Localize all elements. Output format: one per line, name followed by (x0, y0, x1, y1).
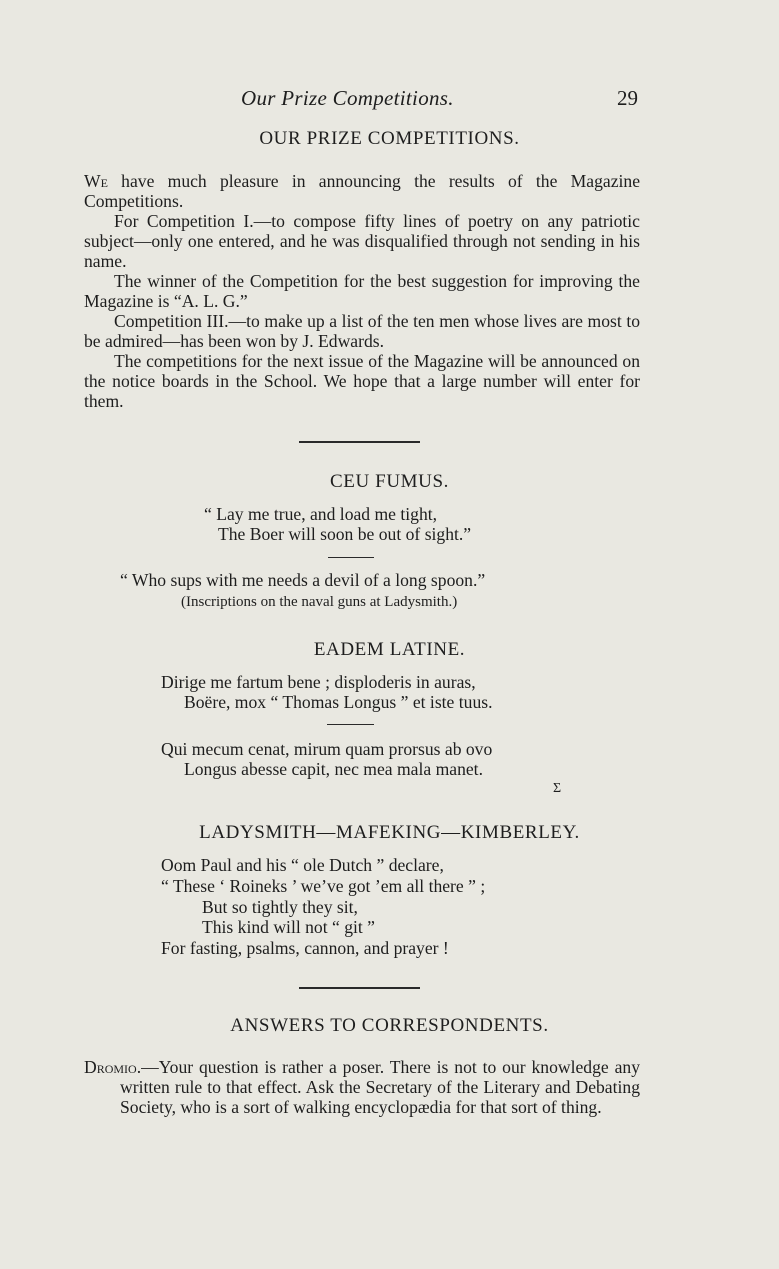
verse-line: For fasting, psalms, cannon, and prayer ! (161, 938, 449, 958)
ladysmith-heading: LADYSMITH—MAFEKING—KIMBERLEY. (199, 822, 580, 843)
section-divider (299, 441, 420, 443)
paragraph-text: have much pleasure in announcing the results of the Magazine Competitions. (84, 171, 640, 211)
verse-divider (328, 557, 374, 558)
competitions-paragraph-4: Competition III.—to make up a list of the ten men whose lives are most to be admired—has been won by J. Edwards. (84, 311, 640, 351)
verse-line: Longus abesse capit, nec mea mala manet. (184, 759, 483, 779)
author-signature: Σ (553, 781, 562, 796)
running-title: Our Prize Competitions. (241, 86, 454, 110)
answer-paragraph (84, 1057, 640, 1117)
answers-heading: ANSWERS TO CORRESPONDENTS. (230, 1015, 549, 1036)
verse-line: The Boer will soon be out of sight.” (218, 524, 472, 544)
competitions-paragraph-5: The competitions for the next issue of the Magazine will be announced on the notice boards in the School. We hope that a large number will enter for them. (84, 351, 640, 411)
correspondent-name: Dromio. (84, 1057, 142, 1077)
eadem-latine-heading: EADEM LATINE. (313, 639, 466, 660)
lead-word: We (84, 171, 108, 191)
verse-line: This kind will not “ git ” (202, 917, 375, 937)
verse-line: Oom Paul and his “ ole Dutch ” declare, (161, 855, 444, 875)
inscription-caption: (Inscriptions on the naval guns at Ladysmith.) (181, 594, 458, 610)
verse-line: But so tightly they sit, (202, 897, 358, 917)
verse-line: Boëre, mox “ Thomas Longus ” et iste tuus. (184, 692, 493, 712)
answer-text: —Your question is rather a poser. There is not to our knowledge any written rule to that effect. Ask the Secretary of the Literary and Debating Society, who is a sort of walking encyclopædia for that sort of thing. (120, 1057, 640, 1117)
section-divider (299, 987, 420, 989)
answer-entry (84, 1057, 640, 1117)
verse-line: “ Lay me true, and load me tight, (204, 504, 438, 524)
competitions-body (84, 171, 640, 411)
page-number: 29 (617, 86, 638, 110)
verse-line: “ These ‘ Roineks ’ we’ve got ’em all there ” ; (161, 876, 486, 896)
ceu-fumus-heading: CEU FUMUS. (330, 471, 449, 492)
verse-divider (327, 724, 374, 725)
verse-line: “ Who sups with me needs a devil of a long spoon.” (120, 570, 486, 590)
competitions-heading: OUR PRIZE COMPETITIONS. (259, 128, 520, 149)
verse-line: Dirige me fartum bene ; disploderis in auras, (161, 672, 476, 692)
verse-line: Qui mecum cenat, mirum quam prorsus ab ovo (161, 739, 493, 759)
competitions-paragraph-2: For Competition I.—to compose fifty lines of poetry on any patriotic subject—only one entered, and he was disqualified through not sending in his name. (84, 211, 640, 271)
competitions-paragraph-1 (84, 171, 640, 211)
competitions-paragraph-3: The winner of the Competition for the best suggestion for improving the Magazine is “A. L. G.” (84, 271, 640, 311)
